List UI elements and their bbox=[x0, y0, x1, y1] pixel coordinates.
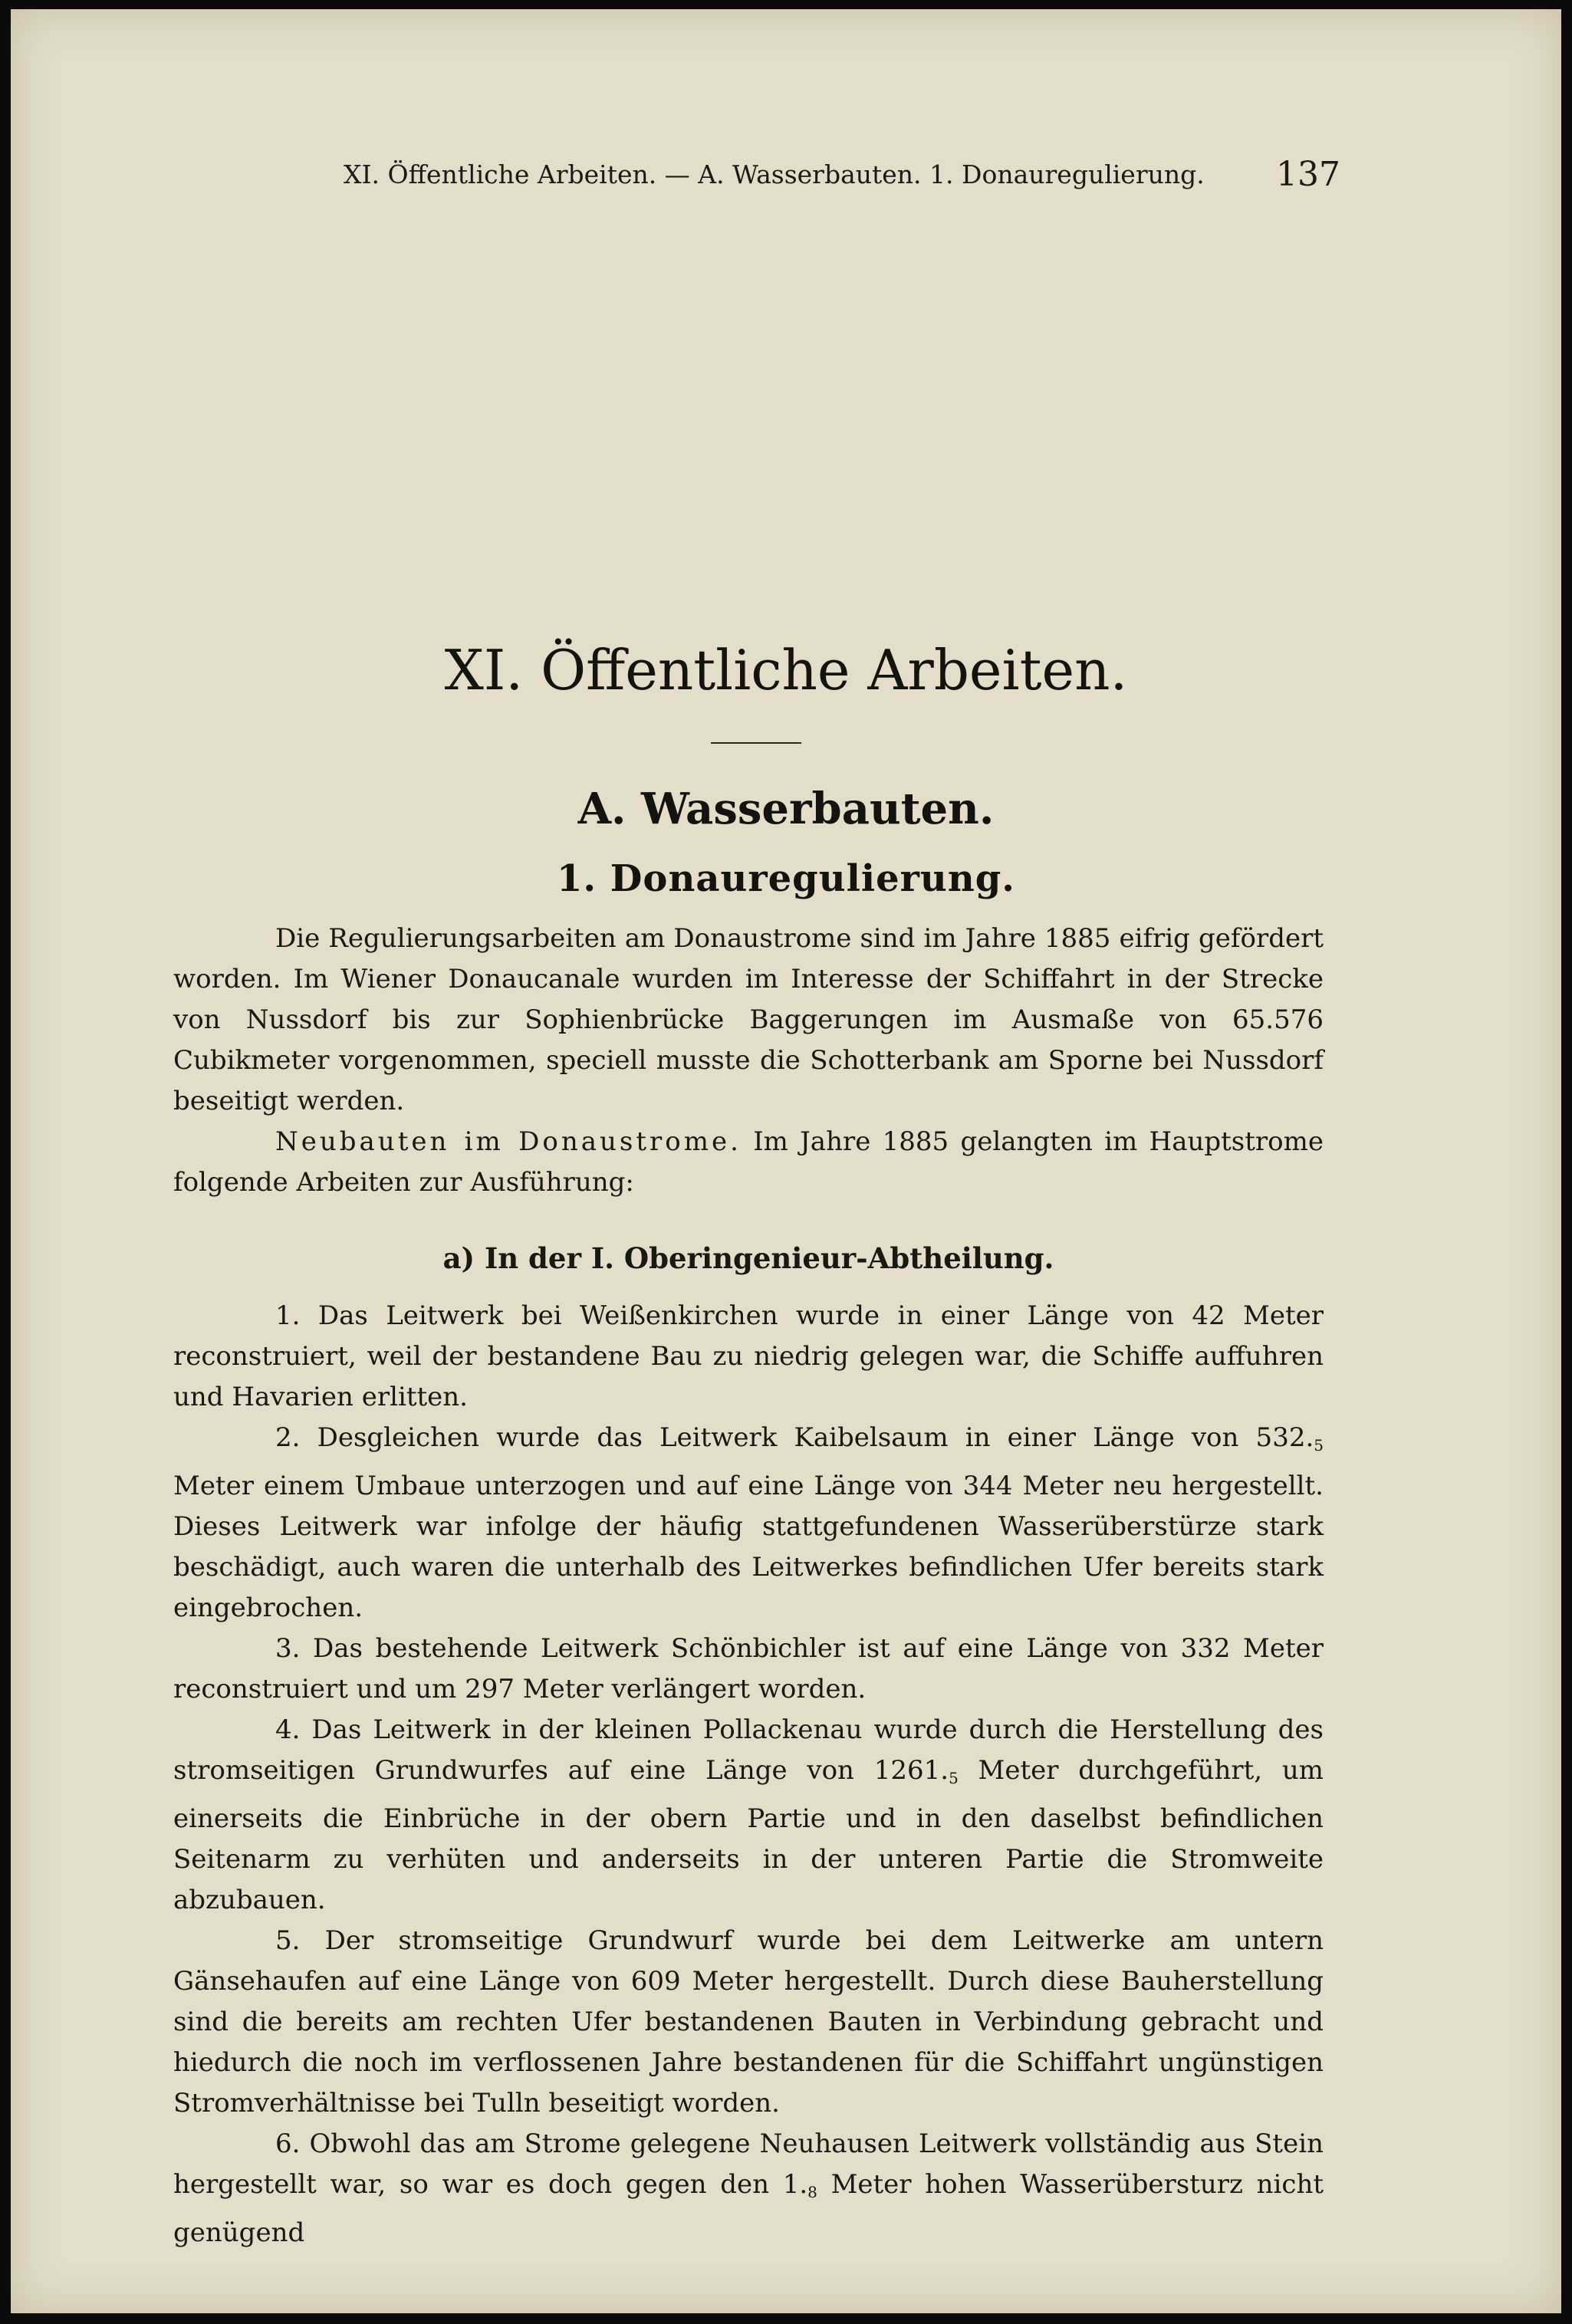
item-text: Meter hohen Wasserübersturz nicht genügend bbox=[173, 2169, 1324, 2248]
decimal-subscript: 8 bbox=[807, 2183, 817, 2201]
neubauten-paragraph bbox=[173, 1122, 1324, 1203]
item-text: Meter durchgeführt, um einerseits die Einbrüche in der obern Partie und in den daselbst befindlichen Seitenarm zu verhüten und anderseits in der unteren Partie die Stromweite abzubauen. bbox=[173, 1755, 1324, 1915]
list-item bbox=[173, 2124, 1324, 2253]
list-item: 1. Das Leitwerk bei Weißenkirchen wurde in einer Länge von 42 Meter reconstruiert, weil der bestandene Bau zu niedrig gelegen war, die Schiffe auffuhren und Havarien erlitten. bbox=[173, 1300, 1324, 1412]
intro-paragraph: Die Regulierungsarbeiten am Donaustrome sind im Jahre 1885 eifrig gefördert worden. Im Wiener Donaucanale wurden im Interesse der Schiffahrt in der Strecke von Nussdorf bis zur Sophienbrücke Baggerungen im Ausmaße von 65.576 Cubikmeter vorgenommen, speciell musste die Schotterbank am Sporne bei Nussdorf beseitigt werden. bbox=[173, 923, 1324, 1116]
page-header bbox=[11, 155, 1340, 205]
neubauten-label: Neubauten im Donaustrome. bbox=[275, 1126, 742, 1157]
page-number: 137 bbox=[1276, 155, 1340, 194]
list-item: 3. Das bestehende Leitwerk Schönbichler ist auf eine Länge von 332 Meter reconstruiert und um 297 Meter verlängert worden. bbox=[173, 1633, 1324, 1704]
section-title: A. Wasserbauten. bbox=[577, 784, 995, 834]
list-item: 5. Der stromseitige Grundwurf wurde bei dem Leitwerke am untern Gänsehaufen auf eine Länge von 609 Meter hergestellt. Durch diese Bauherstellung sind die bereits am rechten Ufer bestandenen Bauten in Verbindung gebracht und hiedurch die noch im verflossenen Jahre bestandenen für die Schiffahrt ungünstigen Stromverhältnisse bei Tulln beseitigt worden. bbox=[173, 1925, 1324, 2119]
neubauten-text: Im Jahre 1885 gelangten im Hauptstrome folgende Arbeiten zur Ausführung: bbox=[173, 1126, 1324, 1198]
list-item bbox=[173, 1710, 1324, 1921]
list-item bbox=[173, 1418, 1324, 1629]
decimal-subscript: 5 bbox=[1314, 1436, 1324, 1455]
item-text: 6. Obwohl das am Strome gelegene Neuhausen Leitwerk vollständig aus Stein hergestellt war, so war es doch gegen den 1. bbox=[173, 2128, 1324, 2200]
item-text: 4. Das Leitwerk in der kleinen Pollackenau wurde durch die Herstellung des stromseitigen Grundwurfes auf eine Länge von 1261. bbox=[173, 1714, 1324, 1786]
item-text: 2. Desgleichen wurde das Leitwerk Kaibelsaum in einer Länge von 532. bbox=[275, 1422, 1314, 1453]
chapter-title: XI. Öffentliche Arbeiten. bbox=[444, 638, 1128, 702]
document-page bbox=[11, 9, 1561, 2313]
item-text: Meter einem Umbaue unterzogen und auf eine Länge von 344 Meter neu hergestellt. Dieses Leitwerk war infolge der häufig stattgefundenen Wasserüberstürze stark beschädigt, auch waren die unterhalb des Leitwerkes befindlichen Ufer bereits stark eingebrochen. bbox=[173, 1471, 1324, 1623]
division-heading: a) In der I. Oberingenieur-Abtheilung. bbox=[442, 1241, 1054, 1275]
running-head: XI. Öffentliche Arbeiten. — A. Wasserbauten. 1. Donauregulierung. bbox=[344, 159, 1205, 189]
decimal-subscript: 5 bbox=[949, 1769, 959, 1787]
body-text bbox=[173, 919, 1324, 2253]
subsection-title: 1. Donauregulierung. bbox=[556, 857, 1015, 900]
title-divider bbox=[711, 742, 801, 744]
